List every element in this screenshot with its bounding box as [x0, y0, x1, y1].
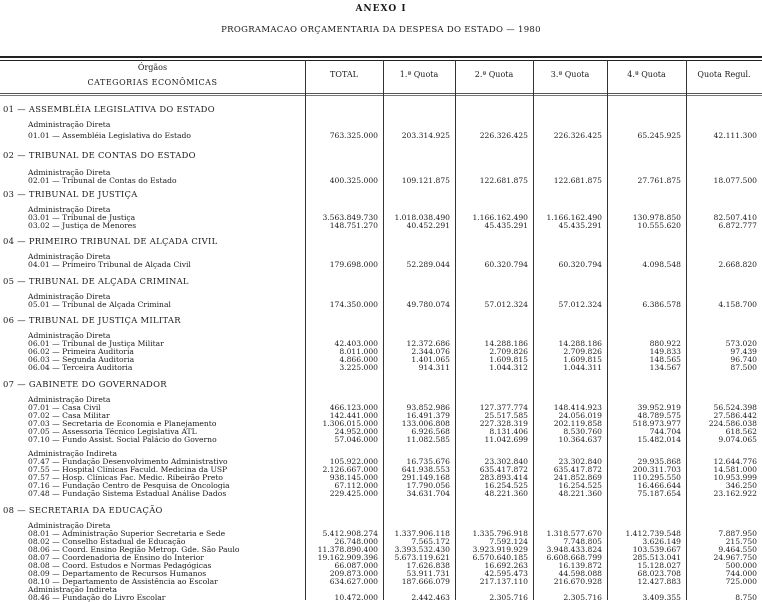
- header-categorias: CATEGORIAS ECONÔMICAS: [87, 78, 218, 87]
- value-cell: 573.020: [725, 339, 757, 348]
- value-cell: 68.023.708: [637, 569, 681, 578]
- value-cell: 3.626.149: [642, 537, 681, 546]
- value-cell: 42.403.000: [334, 339, 378, 348]
- value-cell: 4.158.700: [718, 300, 757, 309]
- table-row: [0, 435, 762, 444]
- value-cell: 60.320.794: [484, 260, 528, 269]
- value-cell: 87.500: [730, 363, 757, 372]
- value-cell: 3.225.000: [339, 363, 378, 372]
- value-cell: 12.427.883: [637, 577, 681, 586]
- value-cell: 65.245.925: [637, 131, 681, 140]
- value-cell: 148.414.923: [553, 403, 602, 412]
- value-cell: 2.305.716: [563, 593, 602, 602]
- value-cell: 1.306.015.000: [322, 419, 378, 428]
- value-cell: 7.592.124: [489, 537, 528, 546]
- section-heading: [0, 237, 762, 246]
- value-cell: 10.364.637: [558, 435, 602, 444]
- value-cell: 285.513.041: [632, 553, 681, 562]
- section-heading: [0, 277, 762, 286]
- value-cell: 39.952.919: [637, 403, 681, 412]
- group-label: Administração Indireta: [28, 585, 118, 594]
- value-cell: 2.709.826: [489, 347, 528, 356]
- value-cell: 24.967.750: [713, 553, 757, 562]
- column-divider: [455, 60, 456, 600]
- value-cell: 9.074.065: [718, 435, 757, 444]
- row-label: 07.02 — Casa Militar: [28, 411, 110, 420]
- value-cell: 725.000: [725, 577, 757, 586]
- value-cell: 3.563.849.730: [322, 213, 378, 222]
- group-label: Administração Direta: [28, 205, 111, 214]
- row-label: 07.16 — Fundação Centro de Pesquisa de Oncologia: [28, 481, 230, 490]
- value-cell: 5.673.119.621: [394, 553, 450, 562]
- value-cell: 3.948.433.824: [546, 545, 602, 554]
- value-cell: 226.326.425: [553, 131, 602, 140]
- value-cell: 96.740: [730, 355, 757, 364]
- value-cell: 8.750: [735, 593, 757, 602]
- value-cell: 49.780.074: [406, 300, 450, 309]
- value-cell: 283.893.414: [479, 473, 528, 482]
- value-cell: 29.935.868: [637, 457, 681, 466]
- value-cell: 6.872.777: [718, 221, 757, 230]
- value-cell: 914.311: [418, 363, 450, 372]
- value-cell: 346.250: [725, 481, 757, 490]
- header-quota-2: 2.ª Quota: [474, 70, 514, 79]
- row-label: 07.48 — Fundação Sistema Estadual Análise Dados: [28, 489, 227, 498]
- section-title: 07 — GABINETE DO GOVERNADOR: [3, 379, 167, 389]
- row-label: 06.03 — Segunda Auditoria: [28, 355, 135, 364]
- row-label: 08.01 — Administração Superior Secretaria e Sede: [28, 529, 226, 538]
- top-double-rule: [0, 56, 762, 58]
- row-label: 08.06 — Coord. Ensino Região Metrop. Gde. São Paulo: [28, 545, 240, 554]
- value-cell: 16.254.525: [558, 481, 602, 490]
- value-cell: 14.581.000: [713, 465, 757, 474]
- value-cell: 26.748.000: [334, 537, 378, 546]
- value-cell: 148.751.270: [329, 221, 378, 230]
- value-cell: 2.442.463: [411, 593, 450, 602]
- header-total: TOTAL: [330, 70, 358, 79]
- value-cell: 27.761.875: [637, 176, 681, 185]
- value-cell: 1.335.796.918: [472, 529, 528, 538]
- value-cell: 634.627.000: [329, 577, 378, 586]
- value-cell: 1.044.311: [563, 363, 602, 372]
- section-heading: [0, 506, 762, 515]
- row-label: 03.01 — Tribunal de Justiça: [28, 213, 136, 222]
- value-cell: 11.082.585: [406, 435, 450, 444]
- section-title: 08 — SECRETARIA DA EDUCAÇÃO: [3, 505, 163, 515]
- table-row: [0, 221, 762, 230]
- row-label: 08.09 — Departamento de Recursos Humanos: [28, 569, 207, 578]
- value-cell: 11.378.890.400: [317, 545, 378, 554]
- value-cell: 880.922: [649, 339, 681, 348]
- value-cell: 291.149.168: [401, 473, 450, 482]
- value-cell: 122.681.875: [479, 176, 528, 185]
- value-cell: 16.139.872: [558, 561, 602, 570]
- value-cell: 110.295.550: [632, 473, 681, 482]
- row-label: 07.01 — Casa Civil: [28, 403, 101, 412]
- value-cell: 57.012.324: [558, 300, 602, 309]
- value-cell: 641.938.553: [401, 465, 450, 474]
- column-divider: [305, 60, 306, 600]
- value-cell: 179.698.000: [329, 260, 378, 269]
- value-cell: 8.530.760: [563, 427, 602, 436]
- column-divider: [686, 60, 687, 600]
- value-cell: 93.852.986: [406, 403, 450, 412]
- value-cell: 209.873.000: [329, 569, 378, 578]
- value-cell: 518.973.977: [632, 419, 681, 428]
- value-cell: 10.555.620: [637, 221, 681, 230]
- value-cell: 5.412.908.274: [322, 529, 378, 538]
- value-cell: 42.595.473: [484, 569, 528, 578]
- group-label: Administração Direta: [28, 292, 111, 301]
- value-cell: 142.441.000: [329, 411, 378, 420]
- group-label: Administração Direta: [28, 168, 111, 177]
- value-cell: 10.472.000: [334, 593, 378, 602]
- value-cell: 48.221.360: [484, 489, 528, 498]
- table-row: [0, 593, 762, 602]
- value-cell: 16.491.379: [406, 411, 450, 420]
- row-label: 06.01 — Tribunal de Justiça Militar: [28, 339, 164, 348]
- document-title: PROGRAMACAO ORÇAMENTARIA DA DESPESA DO ESTADO — 1980: [221, 25, 541, 35]
- row-label: 08.07 — Coordenadoria de Ensino do Interior: [28, 553, 204, 562]
- value-cell: 23.162.922: [713, 489, 757, 498]
- value-cell: 60.320.794: [558, 260, 602, 269]
- section-heading: [0, 380, 762, 389]
- value-cell: 216.670.928: [553, 577, 602, 586]
- group-label: Administração Direta: [28, 252, 111, 261]
- value-cell: 75.187.654: [637, 489, 681, 498]
- value-cell: 2.126.667.000: [322, 465, 378, 474]
- value-cell: 148.565: [649, 355, 681, 364]
- value-cell: 24.056.019: [558, 411, 602, 420]
- value-cell: 618.562: [725, 427, 757, 436]
- group-label: Administração Direta: [28, 120, 111, 129]
- value-cell: 19.162.909.396: [317, 553, 378, 562]
- value-cell: 82.507.410: [713, 213, 757, 222]
- value-cell: 57.012.324: [484, 300, 528, 309]
- header-quota-4: 4.ª Quota: [627, 70, 666, 79]
- value-cell: 2.305.716: [489, 593, 528, 602]
- value-cell: 1.318.577.670: [546, 529, 602, 538]
- value-cell: 11.042.699: [484, 435, 528, 444]
- value-cell: 12.372.686: [406, 339, 450, 348]
- column-divider: [383, 60, 384, 600]
- row-label: 02.01 — Tribunal de Contas do Estado: [28, 176, 177, 185]
- value-cell: 53.911.731: [406, 569, 450, 578]
- value-cell: 127.377.774: [479, 403, 528, 412]
- row-label: 04.01 — Primeiro Tribunal de Alçada Civil: [28, 260, 191, 269]
- value-cell: 23.302.840: [484, 457, 528, 466]
- value-cell: 103.539.667: [632, 545, 681, 554]
- header-rule-2: [0, 95, 762, 96]
- value-cell: 1.166.162.490: [472, 213, 528, 222]
- row-label: 07.47 — Fundação Desenvolvimento Administrativo: [28, 457, 228, 466]
- value-cell: 227.328.319: [479, 419, 528, 428]
- value-cell: 16.254.525: [484, 481, 528, 490]
- value-cell: 3.923.919.929: [472, 545, 528, 554]
- value-cell: 2.344.076: [411, 347, 450, 356]
- table-row: [0, 300, 762, 309]
- value-cell: 9.464.550: [718, 545, 757, 554]
- table-row: [0, 176, 762, 185]
- value-cell: 15.128.027: [637, 561, 681, 570]
- value-cell: 744.704: [649, 427, 681, 436]
- column-divider: [533, 60, 534, 600]
- value-cell: 744.000: [725, 569, 757, 578]
- section-title: 01 — ASSEMBLÉIA LEGISLATIVA DO ESTADO: [3, 104, 215, 114]
- value-cell: 229.425.000: [329, 489, 378, 498]
- value-cell: 7.748.805: [563, 537, 602, 546]
- table-row: [0, 489, 762, 498]
- group-label: Administração Indireta: [28, 449, 118, 458]
- row-label: 07.10 — Fundo Assist. Social Palácio do Governo: [28, 435, 217, 444]
- row-label: 07.05 — Assessoria Técnico Legislativa ATL: [28, 427, 197, 436]
- value-cell: 97.439: [730, 347, 757, 356]
- value-cell: 215.750: [725, 537, 757, 546]
- value-cell: 27.586.442: [713, 411, 757, 420]
- value-cell: 149.833: [649, 347, 681, 356]
- value-cell: 241.852.869: [553, 473, 602, 482]
- row-label: 08.46 — Fundação do Livro Escolar: [28, 593, 166, 602]
- value-cell: 130.978.850: [632, 213, 681, 222]
- value-cell: 44.598.088: [558, 569, 602, 578]
- row-label: 08.08 — Coord. Estudos e Normas Pedagógicas: [28, 561, 212, 570]
- annex-label: ANEXO I: [355, 4, 407, 14]
- value-cell: 66.087.000: [334, 561, 378, 570]
- value-cell: 1.609.815: [489, 355, 528, 364]
- value-cell: 1.609.815: [563, 355, 602, 364]
- value-cell: 57.046.000: [334, 435, 378, 444]
- value-cell: 763.325.000: [329, 131, 378, 140]
- value-cell: 34.631.704: [406, 489, 450, 498]
- value-cell: 1.166.162.490: [546, 213, 602, 222]
- value-cell: 1.337.906.118: [394, 529, 450, 538]
- section-heading: [0, 105, 762, 114]
- value-cell: 500.000: [725, 561, 757, 570]
- row-label: 03.02 — Justiça de Menores: [28, 221, 137, 230]
- value-cell: 10.953.999: [713, 473, 757, 482]
- value-cell: 122.681.875: [553, 176, 602, 185]
- value-cell: 6.926.568: [411, 427, 450, 436]
- section-heading: [0, 190, 762, 199]
- value-cell: 4.098.548: [642, 260, 681, 269]
- value-cell: 200.311.703: [632, 465, 681, 474]
- value-cell: 6.570.640.185: [472, 553, 528, 562]
- value-cell: 7.565.172: [411, 537, 450, 546]
- value-cell: 18.077.500: [713, 176, 757, 185]
- value-cell: 187.666.079: [401, 577, 450, 586]
- value-cell: 48.221.360: [558, 489, 602, 498]
- value-cell: 466.123.000: [329, 403, 378, 412]
- value-cell: 12.644.776: [713, 457, 757, 466]
- value-cell: 15.482.014: [637, 435, 681, 444]
- value-cell: 224.586.038: [708, 419, 757, 428]
- row-label: 07.03 — Secretaria de Economia e Planejamento: [28, 419, 217, 428]
- value-cell: 1.044.312: [489, 363, 528, 372]
- row-label: 06.04 — Terceira Auditoria: [28, 363, 133, 372]
- value-cell: 45.435.291: [558, 221, 602, 230]
- value-cell: 203.314.925: [401, 131, 450, 140]
- row-label: 05.01 — Tribunal de Alçada Criminal: [28, 300, 171, 309]
- row-label: 08.02 — Conselho Estadual de Educação: [28, 537, 186, 546]
- value-cell: 8.131.406: [489, 427, 528, 436]
- row-label: 06.02 — Primeira Auditoria: [28, 347, 134, 356]
- value-cell: 14.288.186: [484, 339, 528, 348]
- value-cell: 67.112.000: [334, 481, 378, 490]
- value-cell: 217.137.110: [479, 577, 528, 586]
- value-cell: 2.709.826: [563, 347, 602, 356]
- section-title: 03 — TRIBUNAL DE JUSTIÇA: [3, 189, 138, 199]
- value-cell: 17.626.838: [406, 561, 450, 570]
- value-cell: 23.302.840: [558, 457, 602, 466]
- value-cell: 400.325.000: [329, 176, 378, 185]
- group-label: Administração Direta: [28, 521, 111, 530]
- table-row: [0, 131, 762, 140]
- value-cell: 938.145.000: [329, 473, 378, 482]
- value-cell: 52.289.044: [406, 260, 450, 269]
- value-cell: 1.412.739.548: [625, 529, 681, 538]
- group-label: Administração Direta: [28, 331, 111, 340]
- section-title: 02 — TRIBUNAL DE CONTAS DO ESTADO: [3, 150, 196, 160]
- value-cell: 202.119.858: [553, 419, 602, 428]
- section-heading: [0, 151, 762, 160]
- value-cell: 16.466.644: [637, 481, 681, 490]
- section-heading: [0, 316, 762, 325]
- row-label: 01.01 — Assembléia Legislativa do Estado: [28, 131, 191, 140]
- value-cell: 635.417.872: [479, 465, 528, 474]
- value-cell: 1.018.038.490: [394, 213, 450, 222]
- value-cell: 2.668.820: [718, 260, 757, 269]
- value-cell: 45.435.291: [484, 221, 528, 230]
- value-cell: 6.386.578: [642, 300, 681, 309]
- header-rule: [0, 93, 762, 94]
- section-title: 06 — TRIBUNAL DE JUSTIÇA MILITAR: [3, 315, 181, 325]
- value-cell: 16.735.676: [406, 457, 450, 466]
- value-cell: 42.111.300: [713, 131, 757, 140]
- value-cell: 6.608.668.799: [546, 553, 602, 562]
- value-cell: 24.952.000: [334, 427, 378, 436]
- section-title: 04 — PRIMEIRO TRIBUNAL DE ALÇADA CIVIL: [3, 236, 218, 246]
- value-cell: 40.452.291: [406, 221, 450, 230]
- group-label: Administração Direta: [28, 395, 111, 404]
- value-cell: 133.006.808: [401, 419, 450, 428]
- value-cell: 4.866.000: [339, 355, 378, 364]
- value-cell: 16.692.263: [484, 561, 528, 570]
- top-rule: [0, 60, 762, 61]
- value-cell: 109.121.875: [401, 176, 450, 185]
- value-cell: 635.417.872: [553, 465, 602, 474]
- header-quota-regul: Quota Regul.: [697, 70, 751, 79]
- value-cell: 7.887.950: [718, 529, 757, 538]
- row-label: 07.55 — Hospital Clínicas Faculd. Medicina da USP: [28, 465, 228, 474]
- header-orgaos: Órgãos: [137, 63, 168, 72]
- value-cell: 8.011.000: [339, 347, 378, 356]
- value-cell: 105.922.000: [329, 457, 378, 466]
- table-row: [0, 260, 762, 269]
- section-title: 05 — TRIBUNAL DE ALÇADA CRIMINAL: [3, 276, 189, 286]
- value-cell: 1.401.065: [411, 355, 450, 364]
- row-label: 08.10 — Departamento de Assistência ao Escolar: [28, 577, 218, 586]
- value-cell: 14.288.186: [558, 339, 602, 348]
- value-cell: 174.350.000: [329, 300, 378, 309]
- value-cell: 226.326.425: [479, 131, 528, 140]
- header-quota-3: 3.ª Quota: [550, 70, 590, 79]
- value-cell: 25.517.585: [484, 411, 528, 420]
- value-cell: 3.409.355: [642, 593, 681, 602]
- value-cell: 134.567: [649, 363, 681, 372]
- value-cell: 17.790.056: [406, 481, 450, 490]
- row-label: 07.57 — Hosp. Clínicas Fac. Medic. Ribeirão Preto: [28, 473, 223, 482]
- value-cell: 3.393.532.430: [394, 545, 450, 554]
- value-cell: 56.524.398: [713, 403, 757, 412]
- header-quota-1: 1.ª Quota: [399, 70, 439, 79]
- table-row: [0, 363, 762, 372]
- group-heading: [0, 120, 762, 129]
- column-divider: [607, 60, 608, 600]
- value-cell: 48.789.575: [637, 411, 681, 420]
